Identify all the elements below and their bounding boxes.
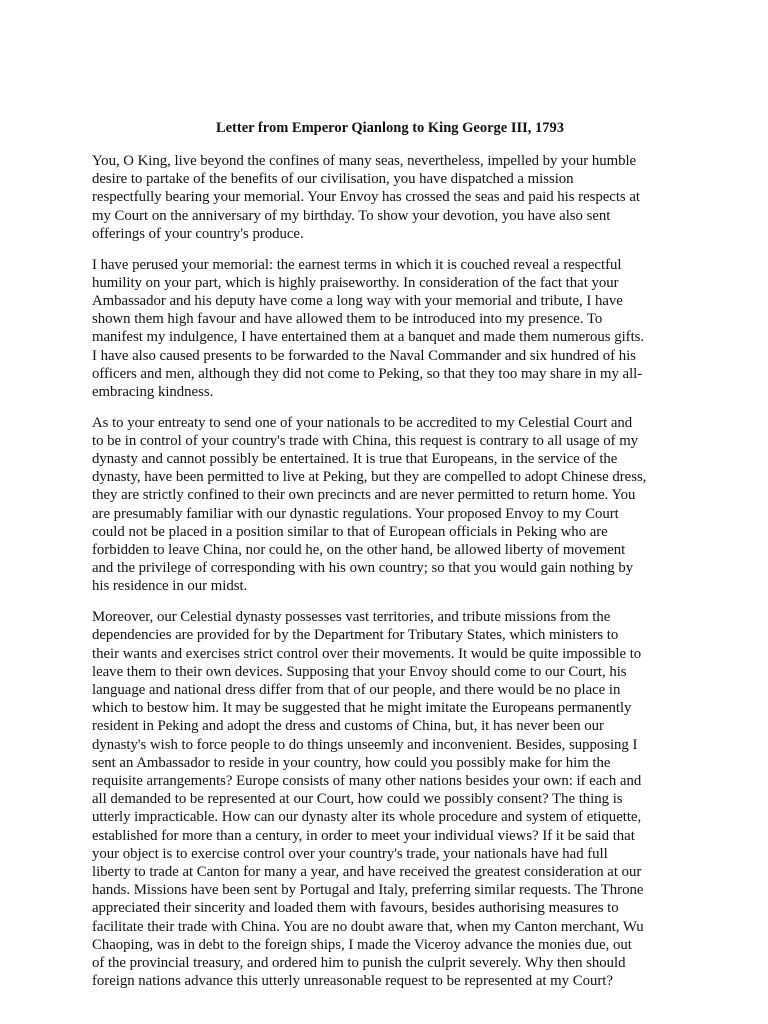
paragraph-3: [92, 414, 688, 596]
text-line: hands. Missions have been sent by Portugal and Italy, preferring similar requests. The Throne: [92, 882, 644, 899]
text-line: desire to partake of the benefits of our civilisation, you have dispatched a mission: [92, 171, 574, 188]
text-line: to be in control of your country's trade with China, this request is contrary to all usage of my: [92, 432, 639, 449]
text-line: Chaoping, was in debt to the foreign ships, I made the Viceroy advance the monies due, out: [92, 936, 632, 953]
paragraph-4: [92, 608, 688, 990]
text-line: could not be placed in a position similar to that of European officials in Peking who are: [92, 523, 608, 540]
text-line: my Court on the anniversary of my birthday. To show your devotion, you have also sent: [92, 207, 611, 224]
text-line: their wants and exercises strict control over their movements. It would be quite impossible to: [92, 645, 642, 662]
paragraph-1: [92, 152, 688, 243]
text-line: language and national dress differ from that of our people, and there would be no place in: [92, 681, 621, 698]
text-line: humility on your part, which is highly praiseworthy. In consideration of the fact that your: [92, 274, 619, 291]
text-line: liberty to trade at Canton for many a year, and have received the greatest consideration at our: [92, 864, 642, 881]
paragraph-list: [92, 152, 688, 990]
text-line: dependencies are provided for by the Department for Tributary States, which ministers to: [92, 627, 619, 644]
text-line: are presumably familiar with our dynastic regulations. Your proposed Envoy to my Court: [92, 505, 619, 522]
text-line: foreign nations advance this utterly unreasonable request to be represented at my Court?: [92, 973, 613, 990]
text-line: established for more than a century, in order to meet your individual views? If it be said that: [92, 827, 635, 844]
text-line: dynasty's wish to force people to do things unseemly and inconvenient. Besides, supposing I: [92, 736, 638, 753]
document-title: Letter from Emperor Qianlong to King George III, 1793: [215, 120, 565, 136]
text-line: dynasty and cannot possibly be entertained. It is true that Europeans, in the service of the: [92, 451, 618, 468]
text-line: sent an Ambassador to reside in your country, how could you possibly make for him the: [92, 754, 611, 771]
text-line: leave them to their own devices. Supposing that your Envoy should come to our Court, his: [92, 663, 627, 680]
text-line: manifest my indulgence, I have entertained them at a banquet and made them numerous gifts.: [92, 329, 645, 346]
text-line: facilitate their trade with China. You are no doubt aware that, when my Canton merchant, Wu: [92, 918, 644, 935]
text-line: they are strictly confined to their own precincts and are never permitted to return home. You: [92, 487, 636, 504]
text-line: and the privilege of corresponding with his own country; so that you would gain nothing by: [92, 560, 634, 577]
text-line: I have perused your memorial: the earnest terms in which it is couched reveal a respectful: [92, 256, 622, 273]
text-line: embracing kindness.: [92, 383, 214, 400]
document-body: [92, 119, 688, 1003]
text-line: respectfully bearing your memorial. Your Envoy has crossed the seas and paid his respects at: [92, 189, 640, 206]
text-line: Moreover, our Celestial dynasty possesses vast territories, and tribute missions from the: [92, 609, 611, 626]
text-line: of the provincial treasury, and ordered him to punish the culprit severely. Why then should: [92, 955, 626, 972]
text-line: You, O King, live beyond the confines of many seas, nevertheless, impelled by your humble: [92, 153, 637, 169]
text-line: shown them high favour and have allowed them to be introduced into my presence. To: [92, 311, 603, 328]
text-line: all demanded to be represented at our Court, how could we possibly consent? The thing is: [92, 791, 623, 808]
text-line: resident in Peking and adopt the dress and customs of China, but, it has never been our: [92, 718, 604, 735]
text-line: utterly impracticable. How can our dynasty alter its whole procedure and system of etiquette,: [92, 809, 642, 826]
text-line: Ambassador and his deputy have come a long way with your memorial and tribute, I have: [92, 292, 623, 309]
text-line: your object is to exercise control over your country's trade, your nationals have had full: [92, 845, 608, 862]
text-line: I have also caused presents to be forwarded to the Naval Commander and six hundred of his: [92, 347, 636, 364]
text-line: appreciated their sincerity and loaded them with favours, besides authorising measures to: [92, 900, 619, 917]
text-line: requisite arrangements? Europe consists of many other nations besides your own: if each and: [92, 773, 642, 789]
paragraph-2: [92, 256, 688, 402]
text-line: offerings of your country's produce.: [92, 225, 304, 242]
text-line: his residence in our midst.: [92, 578, 248, 595]
text-line: dynasty, have been permitted to live at Peking, but they are compelled to adopt Chinese dress,: [92, 469, 647, 486]
text-line: forbidden to leave China, nor could he, on the other hand, be allowed liberty of movement: [92, 542, 626, 559]
text-line: which to bestow him. It may be suggested that he might imitate the Europeans permanently: [92, 700, 632, 717]
text-line: officers and men, although they did not come to Peking, so that they too may share in my all-: [92, 365, 643, 382]
text-line: As to your entreaty to send one of your nationals to be accredited to my Celestial Court and: [92, 414, 633, 431]
